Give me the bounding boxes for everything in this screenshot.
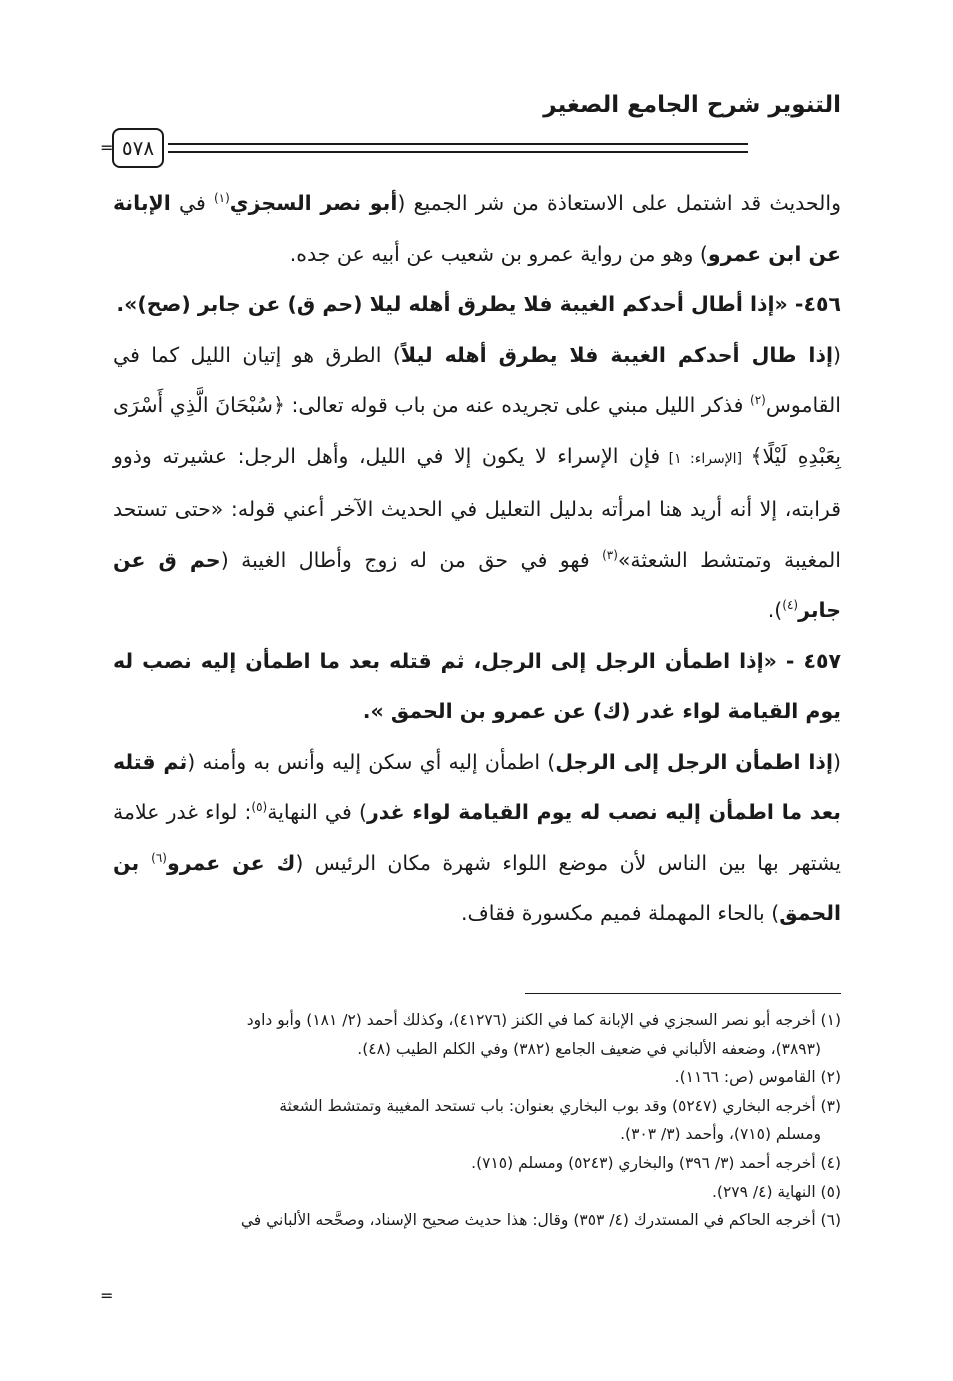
footnote-2: (٢) القاموس (ص: ١١٦٦). — [674, 1068, 841, 1087]
header-rule-bottom — [168, 151, 748, 153]
footnote-ref: (٢) — [750, 393, 766, 408]
footnote-4: (٤) أخرجه أحمد (٣/ ٣٩٦) والبخاري (٥٢٤٣) ومسلم (٧١٥). — [471, 1153, 841, 1172]
footnote-3: (٣) أخرجه البخاري (٥٢٤٧) وقد بوب البخاري بعنوان: باب تستحد المغيبة وتمتشط الشعثة — [279, 1096, 841, 1115]
commentary-457 — [113, 737, 841, 939]
text: ). — [767, 598, 783, 622]
paragraph-intro — [113, 178, 841, 279]
text: فهو في حق من له زوج وأطال الغيبة ( — [220, 547, 603, 572]
commentary-456 — [113, 330, 841, 636]
text: ) الطرق هو إتيان الليل كما في القاموس — [113, 342, 841, 417]
footnote-6: (٦) أخرجه الحاكم في المستدرك (٤/ ٣٥٣) وقال: هذا حديث صحيح الإسناد، وصحَّحه الألباني في — [240, 1211, 841, 1230]
text: فذكر الليل مبني على تجريده عنه من باب قوله تعالى: — [284, 393, 751, 417]
hadith-457: ٤٥٧ - «إذا اطمأن الرجل إلى الرجل، ثم قتله بعد ما اطمأن إليه نصب له يوم القيامة لواء غدر (ك) عن عمرو بن الحمق ». — [113, 648, 841, 723]
bold-text: إذا اطمأن الرجل إلى الرجل — [555, 749, 833, 774]
footnotes — [113, 1006, 841, 1235]
footnote-continuation-mark: = — [100, 1286, 114, 1305]
footnote-1: (١) أخرجه أبو نصر السجزي في الإبانة كما في الكنز (٤١٢٧٦)، وكذلك أحمد (٢/ ١٨١) وأبو داود — [246, 1011, 841, 1029]
bold-text: حم ق عن جابر — [113, 547, 841, 622]
text: ( — [832, 749, 841, 774]
hadith-456: ٤٥٦- «إذا أطال أحدكم الغيبة فلا يطرق أهله ليلا (حم ق) عن جابر (صح)». — [116, 292, 841, 316]
text: فإن الإسراء لا يكون إلا في الليل، وأهل الرجل: عشيرته وذوو قرابته، إلا أنه أريد هنا امرأته بدليل التعليل في الحديث الآخر أعني قوله: «حتى تستحد المغيبة وتمتشط الشعثة» — [113, 443, 841, 572]
quran-verse: ﴿سُبْحَانَ الَّذِي أَسْرَى بِعَبْدِهِ لَيْلًا﴾ — [113, 393, 841, 468]
bold-text: أبو نصر السجزي — [229, 191, 398, 215]
footnote-ref: (٦) — [151, 850, 167, 865]
running-header-title: التنوير شرح الجامع الصغير — [543, 92, 841, 118]
bold-text: الإبانة عن ابن عمرو — [113, 191, 841, 266]
bold-text: بن الحمق — [113, 850, 841, 925]
bold-text: ك عن عمرو — [166, 850, 296, 875]
text: في — [170, 191, 214, 215]
footnote-ref: (١) — [213, 191, 230, 206]
text: ) وهو من رواية عمرو بن شعيب عن أبيه عن جده. — [289, 241, 708, 266]
footnote-ref: (٤) — [782, 598, 799, 613]
header-continuation-mark: = — [100, 138, 114, 157]
text: ) بالحاء المهملة فميم مكسورة فقاف. — [461, 901, 780, 925]
bold-text: ثم قتله بعد ما اطمأن إليه نصب له يوم القيامة لواء غدر — [113, 749, 841, 824]
main-text — [113, 178, 841, 939]
bold-text: إذا طال أحدكم الغيبة فلا يطرق أهله ليلاً — [400, 342, 833, 367]
footnote-ref: (٥) — [251, 800, 268, 815]
footnote-3-continued: ومسلم (٧١٥)، وأحمد (٣/ ٣٠٣). — [620, 1125, 821, 1144]
text: والحديث قد اشتمل على الاستعاذة من شر الجميع ( — [397, 191, 841, 215]
header-rule-top — [168, 143, 748, 145]
text: : لواء غدر علامة يشتهر بها بين الناس لأن موضع اللواء شهرة مكان الرئيس ( — [113, 800, 841, 875]
page-number: ٥٧٨ — [112, 128, 164, 168]
text: ) في النهاية — [267, 800, 367, 824]
footnote-ref: (٣) — [602, 547, 618, 562]
text: ) اطمأن إليه أي سكن إليه وأنس به وأمنه ( — [187, 749, 556, 774]
verse-reference: [الإسراء: ١] — [660, 450, 751, 467]
footnote-5: (٥) النهاية (٤/ ٢٧٩). — [712, 1182, 841, 1201]
footnote-1-continued: (٣٨٩٣)، وضعفه الألباني في ضعيف الجامع (٣٨٢) وفي الكلم الطيب (٤٨). — [357, 1039, 821, 1058]
text: ( — [833, 342, 841, 367]
footnote-separator — [525, 993, 841, 994]
